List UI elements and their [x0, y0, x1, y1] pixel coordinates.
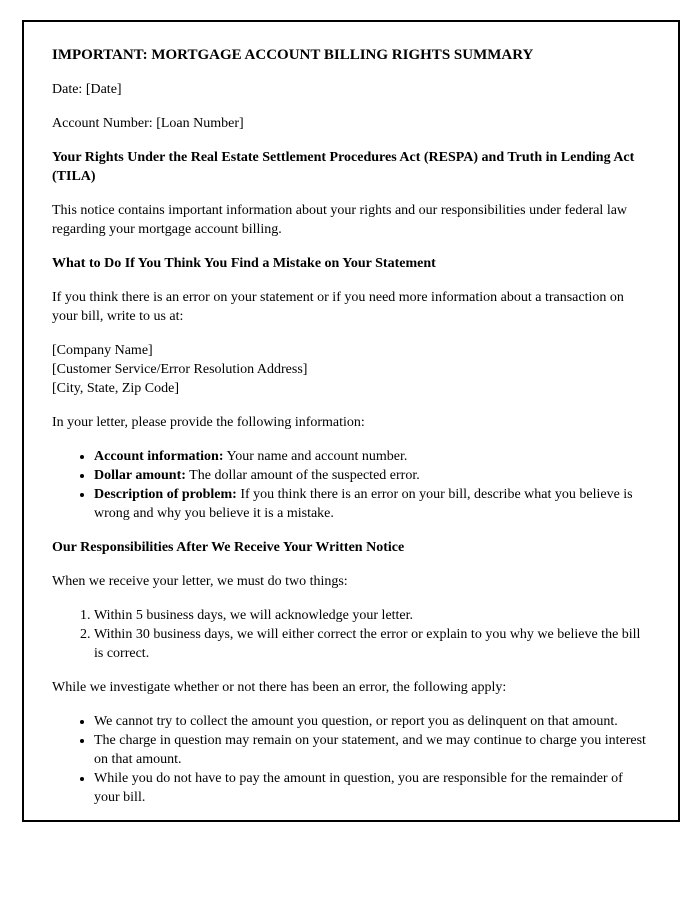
bullet-label: Account information: — [94, 449, 224, 464]
mistake-section-heading: What to Do If You Think You Find a Mistake on Your Statement — [52, 256, 436, 271]
bullet-text: Your name and account number. — [226, 449, 408, 464]
address-line-company: [Company Name] — [52, 343, 153, 358]
list-item: 2. Within 30 business days, we will either correct the error or explain to you why we believe the bill is correct. — [94, 625, 650, 663]
letter-border-box — [22, 20, 680, 822]
list-item: • The charge in question may remain on your statement, and we may continue to charge you interest on that amount. — [94, 731, 650, 769]
address-line-city: [City, State, Zip Code] — [52, 381, 180, 396]
bullet-label: Dollar amount: — [94, 468, 186, 483]
rights-section-heading: Your Rights Under the Real Estate Settlement Procedures Act (RESPA) and Truth in Lending Act (TILA) — [52, 150, 635, 184]
investigate-list — [52, 712, 650, 807]
responsibilities-section-heading: Our Responsibilities After We Receive Your Written Notice — [52, 540, 405, 555]
date-line: Date: [Date] — [52, 82, 122, 97]
bullet-label: Description of problem: — [94, 487, 237, 502]
responsibilities-intro: When we receive your letter, we must do two things: — [52, 574, 348, 589]
address-line-street: [Customer Service/Error Resolution Address] — [52, 362, 308, 377]
list-item — [94, 485, 650, 523]
mistake-section-body: If you think there is an error on your statement or if you need more information about a transaction on your bill, write to us at: — [52, 290, 624, 324]
letter-title: IMPORTANT: MORTGAGE ACCOUNT BILLING RIGHTS SUMMARY — [52, 47, 534, 63]
bullet-text: The dollar amount of the suspected error. — [189, 468, 420, 483]
responsibilities-numbered-list — [52, 606, 650, 663]
account-number-line: Account Number: [Loan Number] — [52, 116, 244, 131]
list-item — [94, 466, 650, 485]
list-item: 1. Within 5 business days, we will acknowledge your letter. — [94, 606, 650, 625]
bullet-text: If you think there is an error on your bill, describe what you believe is wrong and why you believe it is a mistake. — [94, 487, 633, 521]
list-item — [94, 447, 650, 466]
mailing-address-block — [52, 341, 650, 398]
letter-intro: In your letter, please provide the following information: — [52, 415, 365, 430]
letter-info-list — [52, 447, 650, 523]
rights-section-body: This notice contains important information about your rights and our responsibilities under federal law regarding your mortgage account billing. — [52, 203, 628, 237]
investigate-intro: While we investigate whether or not there has been an error, the following apply: — [52, 680, 507, 695]
list-item: • We cannot try to collect the amount you question, or report you as delinquent on that amount. — [94, 712, 650, 731]
list-item: • While you do not have to pay the amount in question, you are responsible for the remainder of your bill. — [94, 769, 650, 807]
